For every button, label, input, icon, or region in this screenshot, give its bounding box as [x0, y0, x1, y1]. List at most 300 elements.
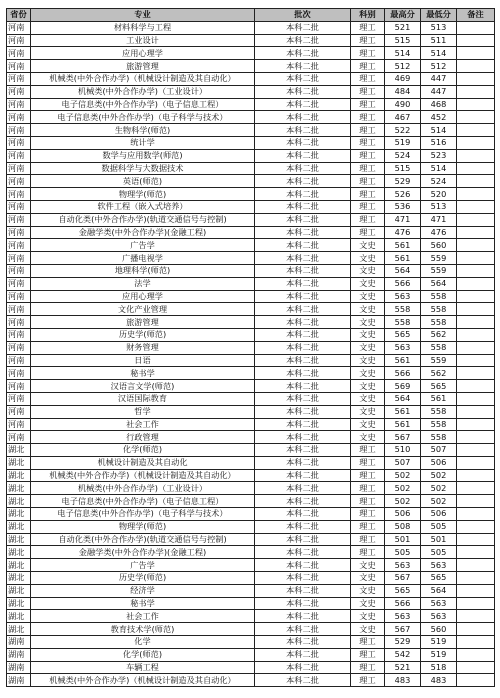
- table-row: [7, 264, 495, 277]
- cell-batch: 本科二批: [255, 584, 351, 597]
- cell-province: 湖北: [7, 597, 31, 610]
- cell-major: 广播电视学: [31, 252, 255, 265]
- cell-major: 汉语言文学(师范): [31, 380, 255, 393]
- table-row: [7, 34, 495, 47]
- cell-category: 理工: [351, 72, 385, 85]
- cell-max-score: 490: [385, 98, 421, 111]
- cell-max-score: 561: [385, 252, 421, 265]
- table-row: [7, 72, 495, 85]
- table-row: [7, 572, 495, 585]
- cell-batch: 本科二批: [255, 533, 351, 546]
- cell-major: 地理科学(师范): [31, 264, 255, 277]
- table-row: [7, 636, 495, 649]
- cell-min-score: 468: [421, 98, 457, 111]
- cell-batch: 本科二批: [255, 520, 351, 533]
- cell-batch: 本科二批: [255, 239, 351, 252]
- header-note: 备注: [457, 9, 495, 22]
- cell-major: 电子信息类(中外合作办学)（电子科学与技术）: [31, 508, 255, 521]
- cell-max-score: 508: [385, 520, 421, 533]
- cell-min-score: 558: [421, 316, 457, 329]
- cell-province: 湖北: [7, 623, 31, 636]
- cell-batch: 本科二批: [255, 124, 351, 137]
- cell-max-score: 483: [385, 674, 421, 687]
- cell-batch: 本科二批: [255, 482, 351, 495]
- cell-province: 湖北: [7, 572, 31, 585]
- table-row: [7, 111, 495, 124]
- cell-category: 文史: [351, 252, 385, 265]
- cell-min-score: 518: [421, 661, 457, 674]
- cell-min-score: 562: [421, 367, 457, 380]
- table-row: [7, 303, 495, 316]
- cell-major: 英语(师范): [31, 175, 255, 188]
- cell-province: 湖南: [7, 661, 31, 674]
- cell-max-score: 467: [385, 111, 421, 124]
- header-min-score: 最低分: [421, 9, 457, 22]
- cell-province: 湖北: [7, 533, 31, 546]
- cell-category: 文史: [351, 418, 385, 431]
- cell-max-score: 501: [385, 533, 421, 546]
- cell-batch: 本科二批: [255, 328, 351, 341]
- cell-max-score: 566: [385, 597, 421, 610]
- cell-major: 应用心理学: [31, 290, 255, 303]
- cell-category: 理工: [351, 495, 385, 508]
- cell-batch: 本科二批: [255, 418, 351, 431]
- cell-min-score: 447: [421, 72, 457, 85]
- cell-max-score: 561: [385, 354, 421, 367]
- cell-major: 日语: [31, 354, 255, 367]
- cell-province: 河南: [7, 380, 31, 393]
- header-province: 省份: [7, 9, 31, 22]
- cell-batch: 本科二批: [255, 648, 351, 661]
- cell-major: 机械类(中外合作办学)（工业设计）: [31, 85, 255, 98]
- cell-province: 湖北: [7, 610, 31, 623]
- cell-min-score: 506: [421, 508, 457, 521]
- cell-major: 文化产业管理: [31, 303, 255, 316]
- cell-min-score: 558: [421, 303, 457, 316]
- cell-batch: 本科二批: [255, 252, 351, 265]
- cell-note: [457, 392, 495, 405]
- cell-major: 秘书学: [31, 367, 255, 380]
- table-row: [7, 520, 495, 533]
- cell-note: [457, 456, 495, 469]
- cell-major: 金融学类(中外合作办学)(金融工程): [31, 546, 255, 559]
- cell-min-score: 563: [421, 559, 457, 572]
- cell-min-score: 516: [421, 136, 457, 149]
- cell-max-score: 505: [385, 546, 421, 559]
- table-row: [7, 21, 495, 34]
- cell-batch: 本科二批: [255, 456, 351, 469]
- cell-note: [457, 572, 495, 585]
- cell-major: 自动化类(中外合作办学)(轨道交通信号与控制): [31, 533, 255, 546]
- cell-batch: 本科二批: [255, 341, 351, 354]
- cell-min-score: 558: [421, 290, 457, 303]
- cell-max-score: 526: [385, 188, 421, 201]
- cell-province: 河南: [7, 188, 31, 201]
- cell-min-score: 558: [421, 418, 457, 431]
- cell-major: 化学: [31, 636, 255, 649]
- cell-note: [457, 303, 495, 316]
- cell-max-score: 512: [385, 60, 421, 73]
- cell-major: 机械类(中外合作办学)（机械设计制造及其自动化）: [31, 72, 255, 85]
- cell-province: 河南: [7, 34, 31, 47]
- cell-max-score: 564: [385, 392, 421, 405]
- cell-batch: 本科二批: [255, 98, 351, 111]
- cell-category: 文史: [351, 584, 385, 597]
- cell-max-score: 521: [385, 21, 421, 34]
- cell-min-score: 519: [421, 648, 457, 661]
- cell-major: 行政管理: [31, 431, 255, 444]
- cell-batch: 本科二批: [255, 277, 351, 290]
- header-row: [7, 9, 495, 22]
- cell-category: 文史: [351, 610, 385, 623]
- cell-province: 湖北: [7, 469, 31, 482]
- header-batch: 批次: [255, 9, 351, 22]
- cell-province: 湖北: [7, 482, 31, 495]
- cell-major: 应用心理学: [31, 47, 255, 60]
- cell-max-score: 514: [385, 47, 421, 60]
- cell-category: 理工: [351, 213, 385, 226]
- table-row: [7, 200, 495, 213]
- cell-note: [457, 328, 495, 341]
- cell-province: 湖北: [7, 520, 31, 533]
- cell-note: [457, 405, 495, 418]
- cell-province: 河南: [7, 290, 31, 303]
- cell-category: 理工: [351, 60, 385, 73]
- cell-note: [457, 85, 495, 98]
- cell-note: [457, 636, 495, 649]
- table-row: [7, 674, 495, 687]
- cell-major: 车辆工程: [31, 661, 255, 674]
- cell-category: 文史: [351, 341, 385, 354]
- cell-batch: 本科二批: [255, 60, 351, 73]
- cell-batch: 本科二批: [255, 661, 351, 674]
- cell-note: [457, 367, 495, 380]
- cell-category: 文史: [351, 367, 385, 380]
- cell-min-score: 483: [421, 674, 457, 687]
- cell-max-score: 569: [385, 380, 421, 393]
- cell-batch: 本科二批: [255, 469, 351, 482]
- cell-major: 统计学: [31, 136, 255, 149]
- cell-province: 河南: [7, 162, 31, 175]
- table-row: [7, 648, 495, 661]
- table-row: [7, 559, 495, 572]
- cell-max-score: 522: [385, 124, 421, 137]
- cell-min-score: 514: [421, 162, 457, 175]
- cell-batch: 本科二批: [255, 508, 351, 521]
- cell-batch: 本科二批: [255, 136, 351, 149]
- table-row: [7, 431, 495, 444]
- cell-category: 理工: [351, 111, 385, 124]
- cell-min-score: 452: [421, 111, 457, 124]
- cell-note: [457, 341, 495, 354]
- cell-category: 文史: [351, 597, 385, 610]
- cell-note: [457, 47, 495, 60]
- cell-max-score: 563: [385, 290, 421, 303]
- cell-batch: 本科二批: [255, 316, 351, 329]
- cell-min-score: 505: [421, 520, 457, 533]
- table-row: [7, 277, 495, 290]
- cell-max-score: 529: [385, 175, 421, 188]
- table-row: [7, 354, 495, 367]
- cell-max-score: 521: [385, 661, 421, 674]
- cell-major: 数据科学与大数据技术: [31, 162, 255, 175]
- cell-province: 湖北: [7, 495, 31, 508]
- cell-category: 理工: [351, 85, 385, 98]
- cell-category: 理工: [351, 136, 385, 149]
- cell-note: [457, 546, 495, 559]
- cell-max-score: 502: [385, 469, 421, 482]
- cell-min-score: 520: [421, 188, 457, 201]
- cell-min-score: 514: [421, 47, 457, 60]
- cell-note: [457, 495, 495, 508]
- cell-max-score: 558: [385, 316, 421, 329]
- cell-batch: 本科二批: [255, 392, 351, 405]
- cell-note: [457, 124, 495, 137]
- cell-max-score: 529: [385, 636, 421, 649]
- cell-max-score: 506: [385, 508, 421, 521]
- table-row: [7, 213, 495, 226]
- cell-max-score: 563: [385, 341, 421, 354]
- cell-batch: 本科二批: [255, 149, 351, 162]
- cell-max-score: 515: [385, 162, 421, 175]
- cell-min-score: 558: [421, 341, 457, 354]
- table-row: [7, 495, 495, 508]
- cell-note: [457, 72, 495, 85]
- cell-major: 法学: [31, 277, 255, 290]
- cell-note: [457, 482, 495, 495]
- cell-batch: 本科二批: [255, 444, 351, 457]
- cell-category: 理工: [351, 661, 385, 674]
- cell-min-score: 559: [421, 264, 457, 277]
- table-row: [7, 188, 495, 201]
- cell-note: [457, 162, 495, 175]
- cell-note: [457, 380, 495, 393]
- cell-category: 文史: [351, 380, 385, 393]
- cell-category: 理工: [351, 34, 385, 47]
- cell-min-score: 519: [421, 636, 457, 649]
- cell-max-score: 519: [385, 136, 421, 149]
- cell-province: 河南: [7, 111, 31, 124]
- cell-major: 财务管理: [31, 341, 255, 354]
- cell-province: 河南: [7, 136, 31, 149]
- cell-max-score: 567: [385, 431, 421, 444]
- cell-batch: 本科二批: [255, 559, 351, 572]
- cell-province: 河南: [7, 341, 31, 354]
- cell-min-score: 514: [421, 124, 457, 137]
- cell-category: 文史: [351, 303, 385, 316]
- cell-province: 河南: [7, 405, 31, 418]
- cell-min-score: 559: [421, 252, 457, 265]
- table-row: [7, 533, 495, 546]
- cell-batch: 本科二批: [255, 380, 351, 393]
- cell-batch: 本科二批: [255, 597, 351, 610]
- cell-province: 湖北: [7, 444, 31, 457]
- cell-province: 河南: [7, 328, 31, 341]
- cell-category: 理工: [351, 21, 385, 34]
- cell-note: [457, 21, 495, 34]
- cell-major: 电子信息类(中外合作办学)（电子信息工程）: [31, 495, 255, 508]
- cell-major: 哲学: [31, 405, 255, 418]
- cell-major: 机械类(中外合作办学)（工业设计）: [31, 482, 255, 495]
- cell-batch: 本科二批: [255, 354, 351, 367]
- cell-note: [457, 508, 495, 521]
- cell-note: [457, 264, 495, 277]
- cell-min-score: 502: [421, 469, 457, 482]
- cell-major: 汉语国际教育: [31, 392, 255, 405]
- cell-province: 河南: [7, 418, 31, 431]
- cell-category: 文史: [351, 277, 385, 290]
- header-major: 专业: [31, 9, 255, 22]
- cell-note: [457, 648, 495, 661]
- cell-note: [457, 674, 495, 687]
- cell-province: 河南: [7, 98, 31, 111]
- cell-min-score: 505: [421, 546, 457, 559]
- cell-major: 历史学(师范): [31, 572, 255, 585]
- cell-note: [457, 34, 495, 47]
- cell-category: 理工: [351, 508, 385, 521]
- cell-note: [457, 661, 495, 674]
- cell-max-score: 566: [385, 367, 421, 380]
- cell-batch: 本科二批: [255, 162, 351, 175]
- cell-category: 理工: [351, 98, 385, 111]
- cell-batch: 本科二批: [255, 610, 351, 623]
- cell-category: 文史: [351, 572, 385, 585]
- cell-batch: 本科二批: [255, 111, 351, 124]
- header-max-score: 最高分: [385, 9, 421, 22]
- cell-max-score: 542: [385, 648, 421, 661]
- cell-min-score: 565: [421, 380, 457, 393]
- cell-province: 湖北: [7, 456, 31, 469]
- cell-major: 电子信息类(中外合作办学)（电子信息工程）: [31, 98, 255, 111]
- cell-note: [457, 149, 495, 162]
- cell-category: 文史: [351, 264, 385, 277]
- cell-min-score: 501: [421, 533, 457, 546]
- cell-batch: 本科二批: [255, 303, 351, 316]
- table-row: [7, 316, 495, 329]
- cell-major: 软件工程（嵌入式培养）: [31, 200, 255, 213]
- cell-province: 河南: [7, 124, 31, 137]
- cell-batch: 本科二批: [255, 572, 351, 585]
- table-row: [7, 418, 495, 431]
- cell-major: 机械设计制造及其自动化: [31, 456, 255, 469]
- cell-max-score: 561: [385, 405, 421, 418]
- cell-category: 文史: [351, 354, 385, 367]
- cell-major: 教育技术学(师范): [31, 623, 255, 636]
- cell-major: 历史学(师范): [31, 328, 255, 341]
- cell-category: 理工: [351, 226, 385, 239]
- cell-min-score: 447: [421, 85, 457, 98]
- cell-max-score: 502: [385, 482, 421, 495]
- cell-category: 理工: [351, 546, 385, 559]
- cell-province: 河南: [7, 72, 31, 85]
- cell-note: [457, 175, 495, 188]
- table-row: [7, 290, 495, 303]
- cell-batch: 本科二批: [255, 367, 351, 380]
- table-row: [7, 175, 495, 188]
- cell-min-score: 512: [421, 60, 457, 73]
- cell-min-score: 562: [421, 328, 457, 341]
- cell-min-score: 476: [421, 226, 457, 239]
- cell-max-score: 564: [385, 264, 421, 277]
- cell-batch: 本科二批: [255, 405, 351, 418]
- cell-note: [457, 239, 495, 252]
- cell-max-score: 471: [385, 213, 421, 226]
- cell-note: [457, 584, 495, 597]
- cell-major: 广告学: [31, 559, 255, 572]
- cell-note: [457, 469, 495, 482]
- cell-batch: 本科二批: [255, 226, 351, 239]
- cell-batch: 本科二批: [255, 85, 351, 98]
- cell-note: [457, 431, 495, 444]
- cell-province: 湖南: [7, 636, 31, 649]
- cell-batch: 本科二批: [255, 175, 351, 188]
- cell-category: 理工: [351, 47, 385, 60]
- cell-min-score: 564: [421, 584, 457, 597]
- cell-province: 河南: [7, 303, 31, 316]
- cell-note: [457, 316, 495, 329]
- cell-batch: 本科二批: [255, 188, 351, 201]
- cell-province: 河南: [7, 200, 31, 213]
- cell-major: 秘书学: [31, 597, 255, 610]
- cell-category: 文史: [351, 623, 385, 636]
- cell-major: 化学(师范): [31, 444, 255, 457]
- cell-min-score: 558: [421, 405, 457, 418]
- table-row: [7, 341, 495, 354]
- table-row: [7, 162, 495, 175]
- cell-province: 河南: [7, 367, 31, 380]
- table-row: [7, 482, 495, 495]
- cell-max-score: 510: [385, 444, 421, 457]
- cell-batch: 本科二批: [255, 546, 351, 559]
- score-table: [6, 8, 495, 687]
- cell-batch: 本科二批: [255, 290, 351, 303]
- cell-note: [457, 623, 495, 636]
- cell-category: 理工: [351, 482, 385, 495]
- cell-province: 河南: [7, 149, 31, 162]
- cell-batch: 本科二批: [255, 264, 351, 277]
- table-row: [7, 392, 495, 405]
- cell-category: 文史: [351, 239, 385, 252]
- table-row: [7, 47, 495, 60]
- cell-min-score: 507: [421, 444, 457, 457]
- table-row: [7, 124, 495, 137]
- cell-min-score: 564: [421, 277, 457, 290]
- table-row: [7, 226, 495, 239]
- table-row: [7, 597, 495, 610]
- cell-min-score: 471: [421, 213, 457, 226]
- cell-note: [457, 111, 495, 124]
- cell-max-score: 524: [385, 149, 421, 162]
- cell-min-score: 559: [421, 354, 457, 367]
- cell-batch: 本科二批: [255, 636, 351, 649]
- cell-note: [457, 188, 495, 201]
- cell-batch: 本科二批: [255, 21, 351, 34]
- cell-note: [457, 444, 495, 457]
- table-row: [7, 456, 495, 469]
- cell-category: 理工: [351, 444, 385, 457]
- cell-major: 广告学: [31, 239, 255, 252]
- cell-major: 材料科学与工程: [31, 21, 255, 34]
- cell-province: 河南: [7, 213, 31, 226]
- cell-note: [457, 200, 495, 213]
- cell-min-score: 523: [421, 149, 457, 162]
- cell-category: 文史: [351, 328, 385, 341]
- cell-province: 河南: [7, 252, 31, 265]
- table-row: [7, 149, 495, 162]
- cell-note: [457, 610, 495, 623]
- cell-province: 河南: [7, 85, 31, 98]
- cell-note: [457, 226, 495, 239]
